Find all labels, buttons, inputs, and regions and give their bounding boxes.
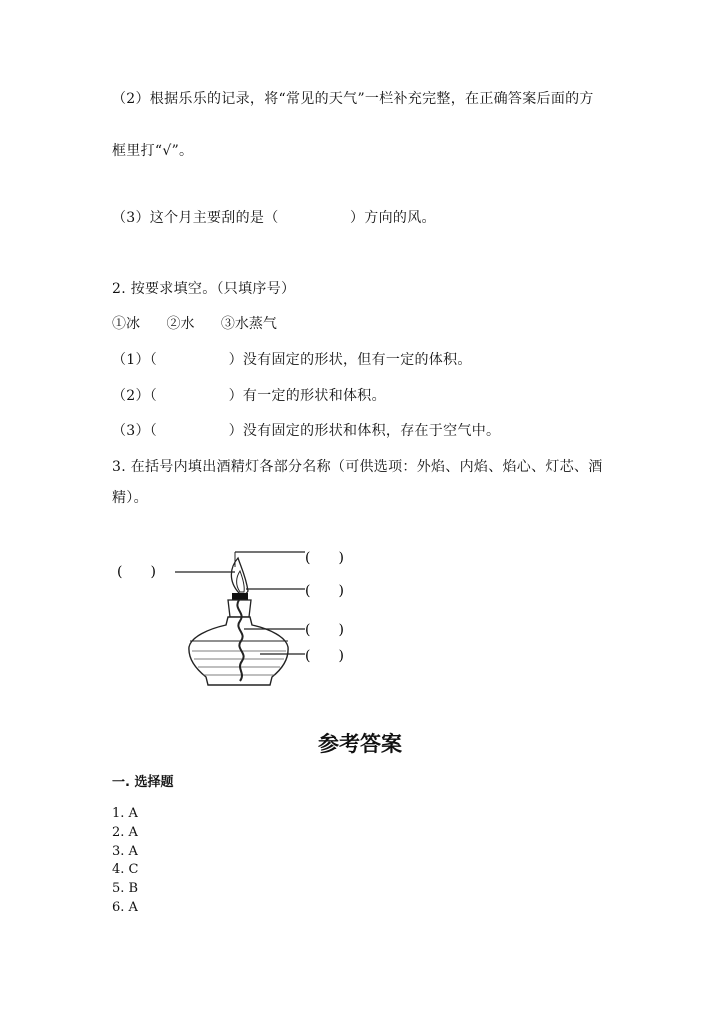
q2-item-3: （3）（ ）没有固定的形状和体积，存在于空气中。 xyxy=(112,423,501,439)
section-heading: 一. 选择题 xyxy=(112,775,174,790)
q1-part2-line1: （2）根据乐乐的记录，将“常见的天气”一栏补充完整，在正确答案后面的方 xyxy=(112,91,594,107)
answer-item: 4. C xyxy=(112,862,139,878)
alcohol-lamp-diagram xyxy=(100,535,400,695)
option-ice: ①冰 xyxy=(112,316,140,332)
answer-item: 5. B xyxy=(112,881,139,897)
q2-options xyxy=(112,313,299,333)
answer-item: 2. A xyxy=(112,824,138,840)
label-blank-right-2: ( ) xyxy=(305,583,344,599)
option-water: ②水 xyxy=(166,316,195,332)
answer-item: 1. A xyxy=(112,806,138,821)
flame-outer xyxy=(231,558,248,595)
q3-line1: 3. 在括号内填出酒精灯各部分名称（可供选项：外焰、内焰、焰心、灯芯、酒 xyxy=(112,459,603,475)
answer-list xyxy=(112,805,138,918)
answer-title: 参考答案 xyxy=(318,732,402,756)
q3-line2: 精）。 xyxy=(112,490,148,506)
q2-item-1: （1）（ ）没有固定的形状，但有一定的体积。 xyxy=(112,352,472,368)
q1-part3: （3）这个月主要刮的是（ ）方向的风。 xyxy=(112,210,436,226)
label-blank-right-1: ( ) xyxy=(305,550,344,566)
answer-item: 3. A xyxy=(112,843,138,859)
q2-item-2: （2）（ ）有一定的形状和体积。 xyxy=(112,388,386,404)
flame-inner xyxy=(237,571,245,592)
label-blank-right-3: ( ) xyxy=(305,622,344,638)
q2-title: 2. 按要求填空。（只填序号） xyxy=(112,281,296,297)
q1-part2-line2: 框里打“√”。 xyxy=(112,143,194,159)
answer-item: 6. A xyxy=(112,899,138,915)
wick-neck xyxy=(228,600,251,617)
wick-cap xyxy=(232,593,248,600)
label-blank-right-4: ( ) xyxy=(305,648,344,664)
label-blank-left: ( ) xyxy=(117,564,156,580)
option-vapor: ③水蒸气 xyxy=(220,316,277,332)
